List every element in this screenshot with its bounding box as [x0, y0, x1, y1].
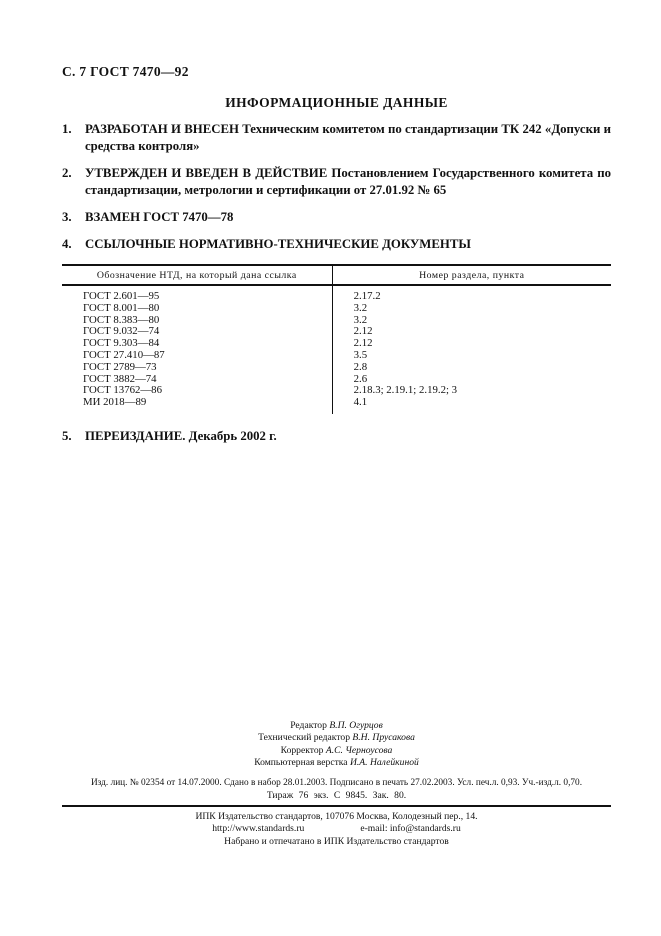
ntd-cell: ГОСТ 13762—86 — [83, 384, 162, 397]
section-cell: 2.12 — [332, 326, 611, 338]
credit-name: И.А. Налейкиной — [349, 756, 419, 768]
ntd-cell: ГОСТ 9.032—74 — [83, 325, 160, 338]
table-row — [62, 350, 611, 362]
credit-layout — [62, 757, 611, 769]
item-text: ПЕРЕИЗДАНИЕ. Декабрь 2002 г. — [85, 428, 277, 443]
info-item-4 — [62, 236, 611, 253]
credit-technical-editor — [62, 732, 611, 744]
item-number: 4. — [62, 237, 72, 251]
table-row — [62, 397, 611, 414]
item-number: 5. — [62, 428, 72, 443]
credit-proofreader — [62, 745, 611, 757]
ntd-cell: ГОСТ 2.601—95 — [83, 290, 160, 302]
section-cell: 3.2 — [332, 303, 611, 315]
item-text: ВЗАМЕН ГОСТ 7470—78 — [85, 210, 234, 224]
credit-role: Редактор — [290, 720, 327, 731]
credit-role: Компьютерная верстка — [254, 756, 348, 768]
table-row — [62, 285, 611, 303]
section-cell: 2.12 — [332, 338, 611, 350]
info-item-3 — [62, 209, 611, 226]
table-row — [62, 362, 611, 374]
references-table — [62, 264, 611, 414]
section-cell: 3.2 — [332, 315, 611, 327]
ntd-cell: ГОСТ 8.001—80 — [83, 301, 160, 314]
printed-line: Набрано и отпечатано в ИПК Издательство стандартов — [224, 835, 449, 847]
ntd-cell: ГОСТ 8.383—80 — [83, 313, 160, 326]
section-cell: 4.1 — [332, 397, 611, 414]
table-header-row — [62, 265, 611, 285]
document-content — [62, 64, 611, 445]
ntd-cell: ГОСТ 2789—73 — [83, 360, 157, 373]
running-head: С. 7 ГОСТ 7470—92 — [62, 64, 189, 79]
website-url: http://www.standards.ru — [212, 823, 305, 835]
section-cell: 2.8 — [332, 362, 611, 374]
contact-line — [62, 823, 611, 835]
ntd-cell: ГОСТ 9.303—84 — [83, 337, 160, 350]
item-number: 2. — [62, 166, 72, 180]
item-number: 1. — [62, 122, 72, 136]
section-cell: 2.18.3; 2.19.1; 2.19.2; 3 — [332, 385, 611, 397]
page-title: ИНФОРМАЦИОННЫЕ ДАННЫЕ — [225, 95, 448, 110]
info-item-2 — [62, 165, 611, 199]
divider-rule — [62, 805, 611, 807]
item-text: ССЫЛОЧНЫЕ НОРМАТИВНО-ТЕХНИЧЕСКИЕ ДОКУМЕНТЫ — [85, 237, 471, 251]
credit-name: А.С. Черноусова — [325, 744, 393, 756]
ntd-cell: ГОСТ 27.410—87 — [83, 348, 165, 361]
publisher-address: ИПК Издательство стандартов, 107076 Москва, Колодезный пер., 14. — [195, 811, 478, 823]
credit-role: Технический редактор — [258, 732, 350, 744]
ntd-cell: ГОСТ 3882—74 — [83, 372, 157, 385]
column-header-ntd: Обозначение НТД, на который дана ссылка — [62, 265, 332, 285]
item-text: РАЗРАБОТАН И ВНЕСЕН Техническим комитетом по стандартизации ТК 242 «Допуски и средства контроля» — [85, 122, 611, 153]
info-item-1 — [62, 121, 611, 155]
section-cell: 2.6 — [332, 374, 611, 386]
credit-name: В.П. Огурцов — [329, 720, 383, 731]
imprint-line-2: Тираж 76 экз. С 9845. Зак. 80. — [266, 790, 407, 802]
colophon — [62, 720, 611, 848]
ntd-cell: МИ 2018—89 — [83, 396, 147, 409]
table-row — [62, 303, 611, 315]
item-text: УТВЕРЖДЕН И ВВЕДЕН В ДЕЙСТВИЕ Постановлением Государственного комитета по стандартизации, метрологии и сертификации от 27.01.92 № 65 — [85, 166, 611, 197]
credit-role: Корректор — [280, 744, 324, 756]
imprint-line-1: Изд. лиц. № 02354 от 14.07.2000. Сдано в набор 28.01.2003. Подписано в печать 27.02.2003. Усл. печ.л. 0,93. Уч.-изд.л. 0,70. — [90, 778, 583, 789]
credit-editor — [62, 720, 611, 732]
column-header-section: Номер раздела, пункта — [332, 265, 611, 285]
email-address: e-mail: info@standards.ru — [360, 823, 461, 835]
section-cell: 3.5 — [332, 350, 611, 362]
section-cell: 2.17.2 — [332, 285, 611, 303]
credit-name: В.Н. Прусакова — [352, 732, 415, 744]
info-item-5 — [62, 428, 611, 445]
item-number: 3. — [62, 210, 72, 224]
